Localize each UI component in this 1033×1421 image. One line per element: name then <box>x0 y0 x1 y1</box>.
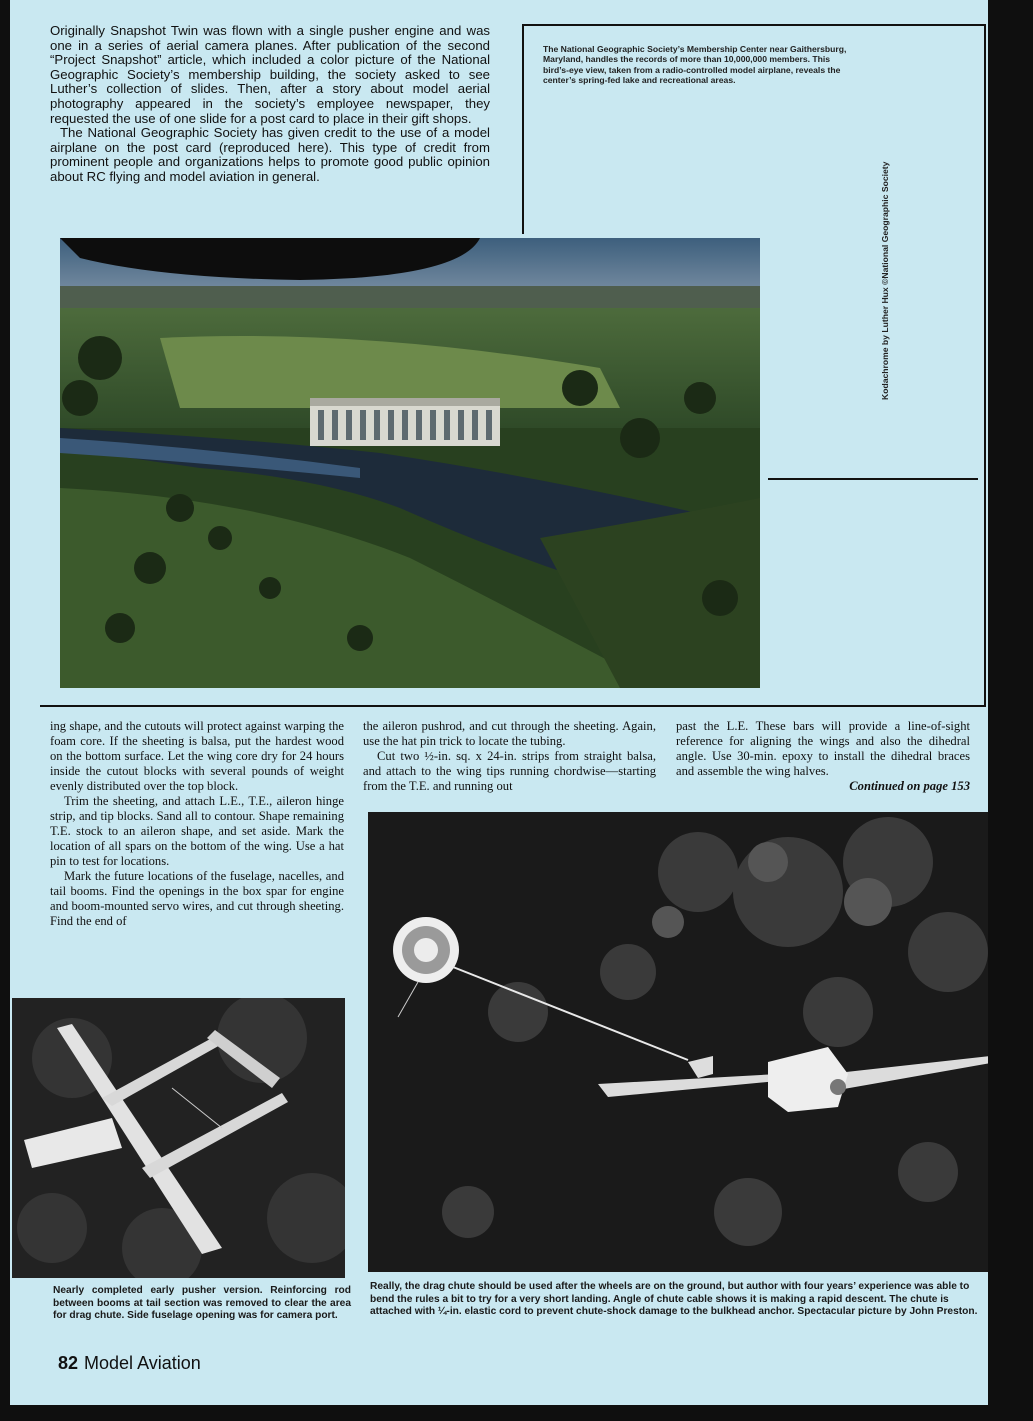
postcard-caption: The National Geographic Society’s Membership Center near Gaithersburg, Maryland, handles the records of more than 10,000,000 members. This bird’s-eye view, taken from a radio-controlled model airplane, reveals the center’s spring-fed lake and recreational areas. <box>543 44 847 86</box>
page-number: 82 <box>58 1353 79 1373</box>
magazine-name: Model Aviation <box>84 1353 201 1373</box>
page-folio <box>58 1353 201 1374</box>
frame-left-rule <box>522 24 524 234</box>
aerial-photo-membership-center <box>60 238 760 688</box>
drag-chute-photo <box>368 812 988 1272</box>
drag-chute-caption: Really, the drag chute should be used after the wheels are on the ground, but author with four years’ experience was able to bend the rules a bit to try for a very short landing. Angle of chute cable shows it is making a rapid descent. The chute is attached with ¼-in. elastic cord to prevent chute-shock damage to the bulkhead anchor. Spectacular picture by John Preston. <box>370 1281 978 1318</box>
frame-right-rule <box>984 24 986 707</box>
magazine-page <box>10 0 988 1405</box>
continued-notice: Continued on page 153 <box>849 779 970 793</box>
pusher-version-photo <box>12 998 345 1278</box>
frame-bottom-rule <box>40 705 986 707</box>
frame-top-rule <box>522 24 986 26</box>
col3-paragraph-1: past the L.E. These bars will provide a line-of-sight reference for aligning the wings and also the dihedral angle. Use 30-min. epoxy to install the dihedral braces and assemble the wing halves. <box>676 719 970 778</box>
frame-mid-rule <box>768 478 978 480</box>
col2-paragraph-1: the aileron pushrod, and cut through the sheeting. Again, use the hat pin trick to locate the tubing. <box>363 719 656 748</box>
col1-paragraph-3: Mark the future locations of the fuselage, nacelles, and tail booms. Find the openings in the box spar for engine and boom-mounted servo wires, and cut through sheeting. Find the end of <box>50 869 344 928</box>
col1-paragraph-2: Trim the sheeting, and attach L.E., T.E., aileron hinge strip, and tip blocks. Sand all to contour. Shape remaining T.E. stock to an aileron shape, and set aside. Mark the location of all spars on the bottom of the wing. Use a hat pin to test for locations. <box>50 794 344 868</box>
pusher-caption: Nearly completed early pusher version. Reinforcing rod between booms at tail section was removed to clear the area for drag chute. Side fuselage opening was for camera port. <box>53 1285 351 1322</box>
intro-paragraph-1: Originally Snapshot Twin was flown with a single pusher engine and was one in a series of aerial camera planes. After publication of the second “Project Snapshot” article, which included a color picture of the National Geographic Society’s membership building, the society asked to see Luther’s collection of slides. Then, after a story about model aerial photography appeared in the society’s employee newspaper, they requested the use of one slide for a post card to place in their gift shops. <box>50 23 490 126</box>
intro-text <box>50 24 490 185</box>
col2-paragraph-2: Cut two ½-in. sq. x 24-in. strips from straight balsa, and attach to the wing tips running chordwise—starting from the T.E. and running out <box>363 749 656 793</box>
article-column-2 <box>363 719 656 794</box>
article-column-3 <box>676 719 970 794</box>
col1-paragraph-1: ing shape, and the cutouts will protect against warping the foam core. If the sheeting is balsa, put the hardest wood on the bottom surface. Let the wing core dry for 24 hours inside the cutout blocks with several pounds of weight evenly distributed over the top block. <box>50 719 344 793</box>
intro-paragraph-2: The National Geographic Society has given credit to the use of a model airplane on the post card (reproduced here). This type of credit from prominent people and organizations helps to promote good public opinion about RC flying and model aviation in general. <box>50 125 490 184</box>
article-column-1 <box>50 719 344 929</box>
photo-credit: Kodachrome by Luther Hux ©National Geographic Society <box>880 161 890 400</box>
